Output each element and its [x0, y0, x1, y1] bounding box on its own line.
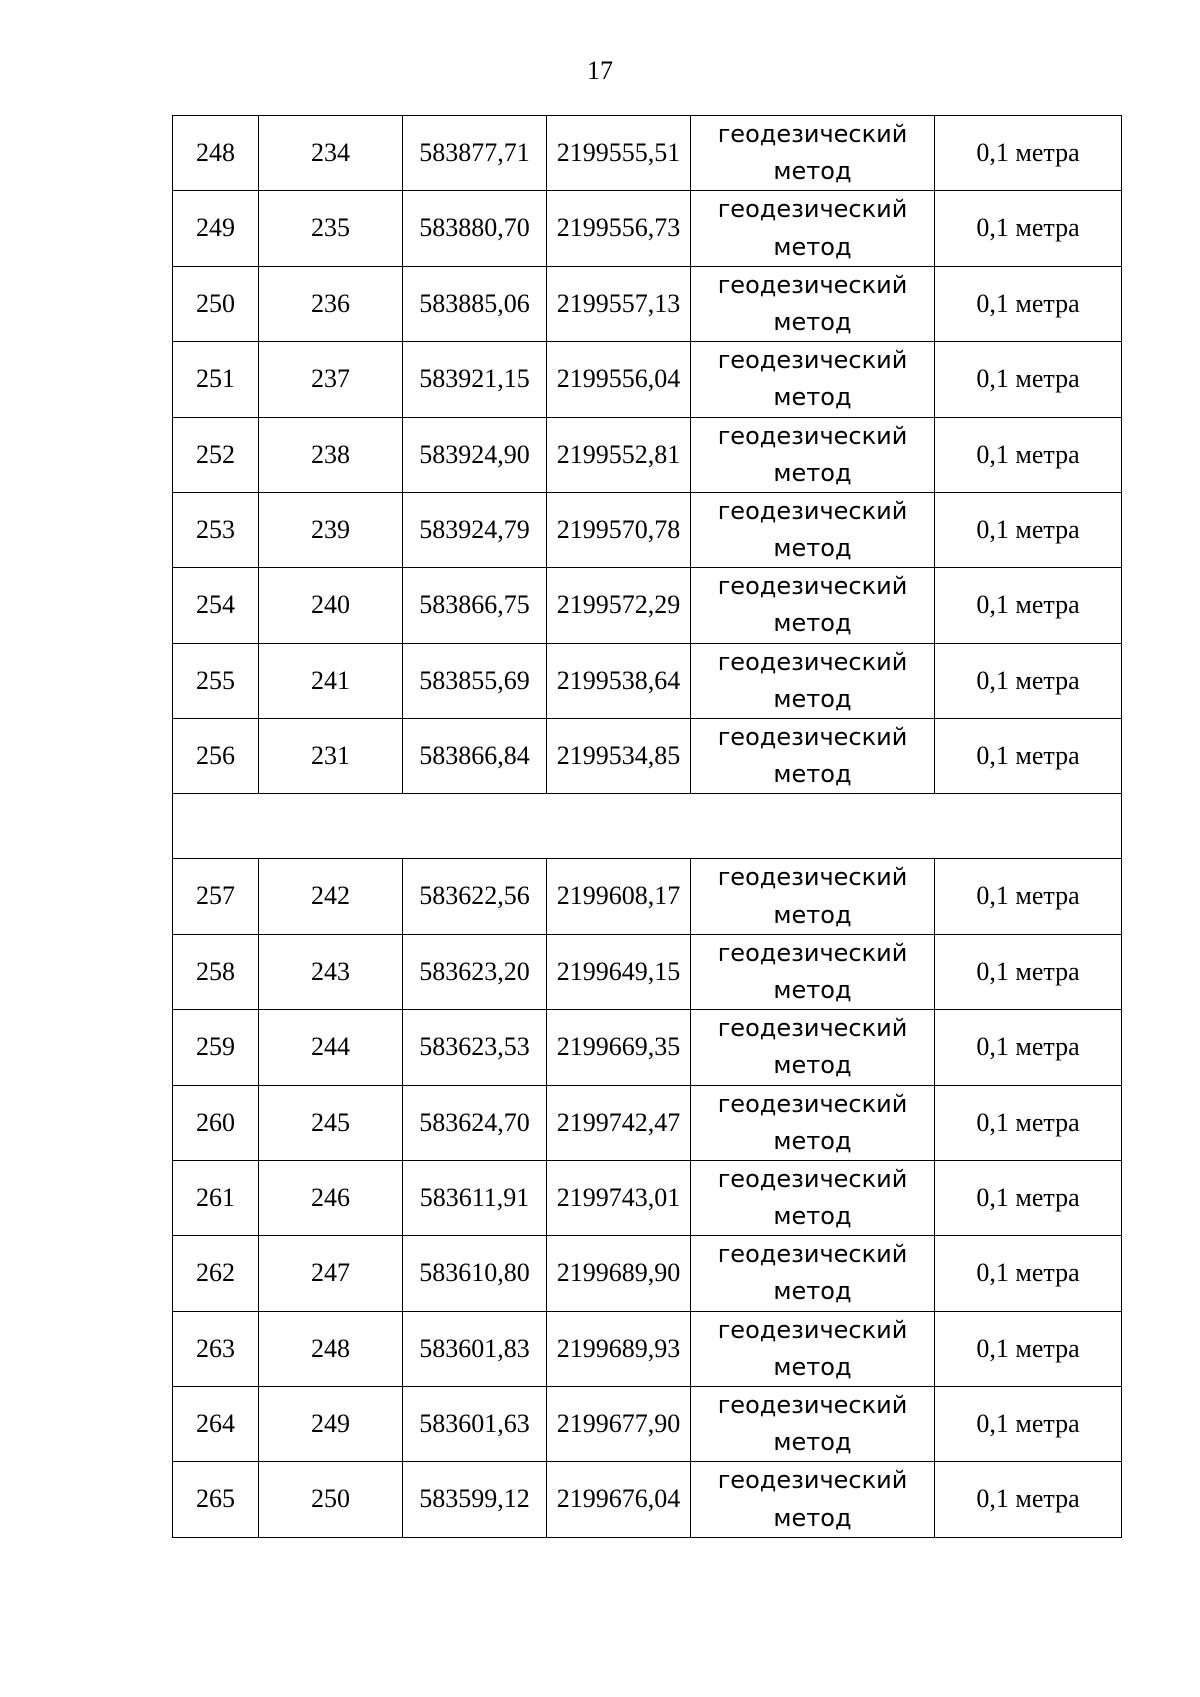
method-line-1: геодезический [717, 120, 908, 148]
cell-number: 251 [173, 342, 259, 417]
cell-x-coordinate: 583623,53 [403, 1010, 547, 1085]
cell-y-coordinate: 2199742,47 [547, 1085, 691, 1160]
table-row [173, 1236, 1122, 1311]
cell-x-coordinate: 583866,75 [403, 568, 547, 643]
method-line-2: метод [773, 1352, 852, 1381]
table-row [173, 1387, 1122, 1462]
cell-number: 255 [173, 643, 259, 718]
cell-number: 249 [173, 191, 259, 266]
cell-x-coordinate: 583624,70 [403, 1085, 547, 1160]
cell-x-coordinate: 583924,90 [403, 417, 547, 492]
cell-x-coordinate: 583611,91 [403, 1160, 547, 1235]
cell-y-coordinate: 2199676,04 [547, 1462, 691, 1537]
method-line-2: метод [773, 383, 852, 412]
cell-x-coordinate: 583880,70 [403, 191, 547, 266]
table-row [173, 191, 1122, 266]
cell-x-coordinate: 583622,56 [403, 859, 547, 934]
table-row [173, 568, 1122, 643]
method-line-2: метод [773, 1126, 852, 1155]
cell-point: 238 [259, 417, 403, 492]
cell-method [691, 934, 935, 1009]
cell-y-coordinate: 2199608,17 [547, 859, 691, 934]
cell-accuracy: 0,1 метра [935, 568, 1122, 643]
cell-y-coordinate: 2199649,15 [547, 934, 691, 1009]
cell-y-coordinate: 2199572,29 [547, 568, 691, 643]
cell-accuracy: 0,1 метра [935, 859, 1122, 934]
page-number: 17 [587, 56, 613, 85]
method-line-2: метод [773, 900, 852, 929]
cell-method [691, 191, 935, 266]
cell-accuracy: 0,1 метра [935, 719, 1122, 794]
cell-y-coordinate: 2199534,85 [547, 719, 691, 794]
cell-number: 256 [173, 719, 259, 794]
table-row [173, 643, 1122, 718]
method-line-2: метод [773, 1202, 852, 1231]
table-row [173, 1311, 1122, 1386]
cell-method [691, 1160, 935, 1235]
cell-accuracy: 0,1 метра [935, 1160, 1122, 1235]
cell-number: 263 [173, 1311, 259, 1386]
cell-x-coordinate: 583610,80 [403, 1236, 547, 1311]
table-row [173, 1085, 1122, 1160]
cell-method [691, 1236, 935, 1311]
cell-point: 242 [259, 859, 403, 934]
method-line-1: геодезический [717, 863, 908, 892]
cell-y-coordinate: 2199556,73 [547, 191, 691, 266]
method-line-1: геодезический [717, 647, 908, 676]
method-line-2: метод [773, 1051, 852, 1080]
cell-method [691, 266, 935, 341]
method-line-1: геодезический [717, 496, 908, 525]
table-row [173, 1010, 1122, 1085]
cell-method [691, 859, 935, 934]
cell-point: 249 [259, 1387, 403, 1462]
method-line-1: геодезический [717, 1089, 908, 1118]
method-line-1: геодезический [717, 1240, 908, 1269]
cell-number: 260 [173, 1085, 259, 1160]
cell-number: 265 [173, 1462, 259, 1537]
cell-number: 258 [173, 934, 259, 1009]
cell-x-coordinate: 583921,15 [403, 342, 547, 417]
method-line-2: метод [773, 157, 852, 186]
cell-method [691, 1462, 935, 1537]
cell-y-coordinate: 2199557,13 [547, 266, 691, 341]
method-line-2: метод [773, 760, 852, 789]
method-line-2: метод [773, 1503, 852, 1532]
method-line-2: метод [773, 307, 852, 336]
cell-number: 257 [173, 859, 259, 934]
method-line-2: метод [773, 684, 852, 713]
cell-point: 240 [259, 568, 403, 643]
cell-accuracy: 0,1 метра [935, 1236, 1122, 1311]
cell-y-coordinate: 2199552,81 [547, 417, 691, 492]
cell-y-coordinate: 2199570,78 [547, 492, 691, 567]
cell-point: 247 [259, 1236, 403, 1311]
cell-y-coordinate: 2199555,51 [547, 116, 691, 191]
cell-accuracy: 0,1 метра [935, 116, 1122, 191]
cell-x-coordinate: 583877,71 [403, 116, 547, 191]
cell-method [691, 1311, 935, 1386]
cell-x-coordinate: 583924,79 [403, 492, 547, 567]
cell-point: 236 [259, 266, 403, 341]
cell-number: 248 [173, 116, 259, 191]
cell-point: 239 [259, 492, 403, 567]
cell-x-coordinate: 583866,84 [403, 719, 547, 794]
cell-method [691, 719, 935, 794]
cell-accuracy: 0,1 метра [935, 1311, 1122, 1386]
cell-number: 259 [173, 1010, 259, 1085]
cell-x-coordinate: 583601,83 [403, 1311, 547, 1386]
cell-accuracy: 0,1 метра [935, 191, 1122, 266]
cell-point: 248 [259, 1311, 403, 1386]
cell-accuracy: 0,1 метра [935, 492, 1122, 567]
method-line-1: геодезический [717, 195, 908, 224]
cell-method [691, 643, 935, 718]
method-line-1: геодезический [717, 421, 908, 450]
table-row [173, 492, 1122, 567]
cell-accuracy: 0,1 метра [935, 266, 1122, 341]
method-line-2: метод [773, 609, 852, 638]
cell-point: 243 [259, 934, 403, 1009]
method-line-2: метод [773, 232, 852, 261]
cell-method [691, 116, 935, 191]
cell-y-coordinate: 2199669,35 [547, 1010, 691, 1085]
cell-number: 254 [173, 568, 259, 643]
cell-y-coordinate: 2199538,64 [547, 643, 691, 718]
table-row [173, 116, 1122, 191]
cell-method [691, 1387, 935, 1462]
method-line-1: геодезический [717, 270, 908, 299]
table-row [173, 1160, 1122, 1235]
cell-method [691, 417, 935, 492]
cell-accuracy: 0,1 метра [935, 342, 1122, 417]
method-line-1: геодезический [717, 572, 908, 601]
method-line-2: метод [773, 1277, 852, 1306]
method-line-2: метод [773, 975, 852, 1004]
cell-accuracy: 0,1 метра [935, 643, 1122, 718]
separator-cell [173, 794, 1122, 859]
cell-accuracy: 0,1 метра [935, 1085, 1122, 1160]
cell-accuracy: 0,1 метра [935, 1462, 1122, 1537]
method-line-1: геодезический [717, 1466, 908, 1495]
method-line-1: геодезический [717, 1014, 908, 1043]
cell-y-coordinate: 2199556,04 [547, 342, 691, 417]
cell-accuracy: 0,1 метра [935, 934, 1122, 1009]
cell-method [691, 1085, 935, 1160]
table-row [173, 719, 1122, 794]
table-row [173, 859, 1122, 934]
cell-point: 235 [259, 191, 403, 266]
table-row [173, 1462, 1122, 1537]
cell-method [691, 1010, 935, 1085]
method-line-1: геодезический [717, 1391, 908, 1419]
cell-y-coordinate: 2199743,01 [547, 1160, 691, 1235]
method-line-1: геодезический [717, 1315, 908, 1344]
cell-point: 231 [259, 719, 403, 794]
cell-point: 245 [259, 1085, 403, 1160]
coordinates-table [172, 115, 1122, 1538]
cell-point: 234 [259, 116, 403, 191]
cell-number: 262 [173, 1236, 259, 1311]
method-line-1: геодезический [717, 723, 908, 751]
cell-method [691, 342, 935, 417]
cell-point: 237 [259, 342, 403, 417]
table-row [173, 417, 1122, 492]
cell-y-coordinate: 2199689,93 [547, 1311, 691, 1386]
cell-number: 250 [173, 266, 259, 341]
cell-x-coordinate: 583623,20 [403, 934, 547, 1009]
cell-x-coordinate: 583599,12 [403, 1462, 547, 1537]
method-line-1: геодезический [717, 346, 908, 375]
method-line-2: метод [773, 534, 852, 563]
cell-number: 252 [173, 417, 259, 492]
cell-accuracy: 0,1 метра [935, 1387, 1122, 1462]
cell-point: 246 [259, 1160, 403, 1235]
cell-x-coordinate: 583855,69 [403, 643, 547, 718]
cell-method [691, 568, 935, 643]
cell-point: 244 [259, 1010, 403, 1085]
method-line-2: метод [773, 458, 852, 487]
method-line-1: геодезический [717, 938, 908, 967]
cell-number: 261 [173, 1160, 259, 1235]
cell-point: 241 [259, 643, 403, 718]
method-line-1: геодезический [717, 1164, 908, 1193]
cell-x-coordinate: 583601,63 [403, 1387, 547, 1462]
cell-point: 250 [259, 1462, 403, 1537]
cell-y-coordinate: 2199677,90 [547, 1387, 691, 1462]
method-line-2: метод [773, 1428, 852, 1457]
table-row [173, 342, 1122, 417]
cell-x-coordinate: 583885,06 [403, 266, 547, 341]
separator-row [173, 794, 1122, 859]
table-row [173, 266, 1122, 341]
cell-method [691, 492, 935, 567]
cell-accuracy: 0,1 метра [935, 1010, 1122, 1085]
cell-y-coordinate: 2199689,90 [547, 1236, 691, 1311]
cell-number: 253 [173, 492, 259, 567]
table-row [173, 934, 1122, 1009]
cell-number: 264 [173, 1387, 259, 1462]
cell-accuracy: 0,1 метра [935, 417, 1122, 492]
